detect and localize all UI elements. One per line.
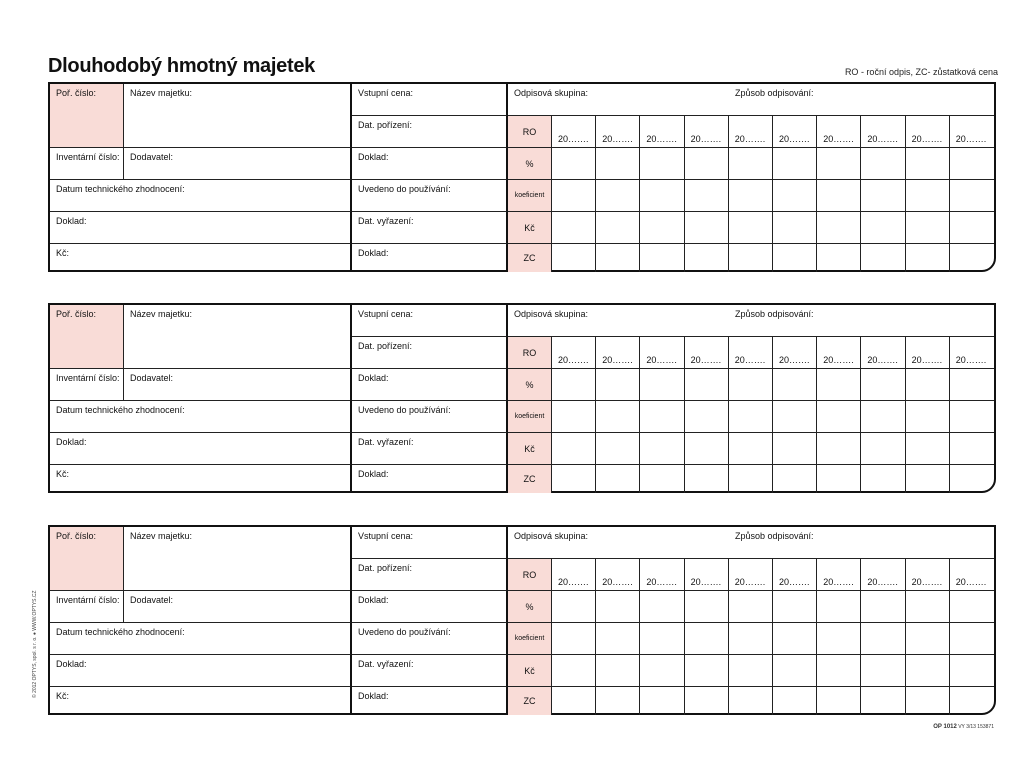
value-cell[interactable] xyxy=(861,591,905,623)
doklad-cell-3[interactable] xyxy=(352,244,508,272)
value-cell[interactable] xyxy=(596,401,640,433)
value-cell[interactable] xyxy=(861,180,905,212)
value-cell[interactable] xyxy=(596,212,640,244)
year-label: 20……. xyxy=(867,355,898,365)
value-cell[interactable] xyxy=(685,655,729,687)
nazev-label: Název majetku: xyxy=(130,88,193,98)
value-cell[interactable] xyxy=(685,623,729,655)
dat-porizeni-cell[interactable] xyxy=(352,559,508,591)
dodavatel-label: Dodavatel: xyxy=(130,595,174,605)
value-cell[interactable] xyxy=(817,623,861,655)
value-cell[interactable] xyxy=(552,655,596,687)
uvedeno-label: Uvedeno do používání: xyxy=(358,627,451,637)
uvedeno-cell[interactable] xyxy=(352,180,508,212)
value-cell[interactable] xyxy=(773,180,817,212)
year-label: 20……. xyxy=(867,134,898,144)
value-cell[interactable] xyxy=(596,244,640,272)
nazev-cell[interactable] xyxy=(124,84,352,148)
doklad-cell-3[interactable] xyxy=(352,465,508,493)
value-cell[interactable] xyxy=(950,401,994,433)
code-koeficient: koeficient xyxy=(508,623,552,655)
nazev-cell[interactable] xyxy=(124,305,352,369)
value-cell[interactable] xyxy=(685,591,729,623)
value-cell[interactable] xyxy=(640,687,684,715)
value-cell[interactable] xyxy=(773,623,817,655)
value-cell[interactable] xyxy=(552,180,596,212)
year-label: 20……. xyxy=(602,577,633,587)
inventarni-cell[interactable] xyxy=(50,148,124,180)
doklad-label: Doklad: xyxy=(358,373,389,383)
year-cell[interactable] xyxy=(773,559,817,591)
value-cell[interactable] xyxy=(817,591,861,623)
year-cell[interactable] xyxy=(906,337,950,369)
dodavatel-label: Dodavatel: xyxy=(130,373,174,383)
year-label: 20……. xyxy=(955,355,987,365)
dodavatel-cell[interactable] xyxy=(124,148,352,180)
value-cell[interactable] xyxy=(729,212,773,244)
value-cell[interactable] xyxy=(640,148,684,180)
dat-vyrazeni-label: Dat. vyřazení: xyxy=(358,437,414,447)
value-cell[interactable] xyxy=(552,623,596,655)
value-cell[interactable] xyxy=(950,369,994,401)
por-cislo-cell[interactable] xyxy=(50,84,124,148)
value-cell[interactable] xyxy=(906,401,950,433)
code-ro: RO xyxy=(508,116,552,148)
value-cell[interactable] xyxy=(817,180,861,212)
dat-vyrazeni-cell[interactable] xyxy=(352,212,508,244)
value-cell[interactable] xyxy=(552,433,596,465)
value-cell[interactable] xyxy=(950,591,994,623)
code-kc: Kč xyxy=(508,433,552,465)
code-zc: ZC xyxy=(508,687,552,715)
year-cell[interactable] xyxy=(861,337,905,369)
year-cell[interactable] xyxy=(640,116,684,148)
year-cell[interactable] xyxy=(861,559,905,591)
year-cell[interactable] xyxy=(552,337,596,369)
footer-code-extra: VY 3/13 153871 xyxy=(958,724,994,730)
value-cell[interactable] xyxy=(729,591,773,623)
code-ro: RO xyxy=(508,559,552,591)
year-cell[interactable] xyxy=(729,337,773,369)
value-cell[interactable] xyxy=(861,655,905,687)
year-cell[interactable] xyxy=(596,559,640,591)
value-cell[interactable] xyxy=(685,148,729,180)
doklad-cell-2[interactable] xyxy=(50,433,352,465)
value-cell[interactable] xyxy=(906,212,950,244)
year-label: 20……. xyxy=(823,134,854,144)
uvedeno-cell[interactable] xyxy=(352,401,508,433)
value-cell[interactable] xyxy=(950,244,994,272)
year-cell[interactable] xyxy=(773,337,817,369)
datum-tech-cell[interactable] xyxy=(50,623,352,655)
datum-tech-label: Datum technického zhodnocení: xyxy=(56,184,185,194)
value-cell[interactable] xyxy=(906,180,950,212)
value-cell[interactable] xyxy=(552,244,596,272)
vstupni-cell[interactable] xyxy=(352,527,508,559)
doklad-label: Doklad: xyxy=(56,216,87,226)
value-cell[interactable] xyxy=(729,244,773,272)
year-label: 20……. xyxy=(911,577,943,587)
vstupni-label: Vstupní cena: xyxy=(358,531,414,541)
value-cell[interactable] xyxy=(640,465,684,493)
value-cell[interactable] xyxy=(861,687,905,715)
page-title: Dlouhodobý hmotný majetek xyxy=(48,55,315,77)
year-label: 20……. xyxy=(646,134,677,144)
dat-vyrazeni-cell[interactable] xyxy=(352,433,508,465)
value-cell[interactable] xyxy=(640,212,684,244)
doklad-label: Doklad: xyxy=(358,691,389,701)
value-cell[interactable] xyxy=(817,465,861,493)
doklad-label: Doklad: xyxy=(358,152,389,162)
value-cell[interactable] xyxy=(729,401,773,433)
year-cell[interactable] xyxy=(729,116,773,148)
dat-porizeni-label: Dat. pořízení: xyxy=(358,563,413,573)
code-percent: % xyxy=(508,591,552,623)
inventarni-label: Inventární číslo: xyxy=(56,373,120,383)
value-cell[interactable] xyxy=(773,591,817,623)
value-cell[interactable] xyxy=(906,244,950,272)
code-kc: Kč xyxy=(508,655,552,687)
doklad-cell-1[interactable] xyxy=(352,369,508,401)
doklad-cell-2[interactable] xyxy=(50,655,352,687)
side-copyright: © 2012 OPTYS, spol. s r. o. ● WWW.OPTYS.CZ xyxy=(32,590,38,698)
value-cell[interactable] xyxy=(640,180,684,212)
value-cell[interactable] xyxy=(773,369,817,401)
value-cell[interactable] xyxy=(729,148,773,180)
value-cell[interactable] xyxy=(906,369,950,401)
code-percent: % xyxy=(508,369,552,401)
value-cell[interactable] xyxy=(773,465,817,493)
por-cislo-label: Poř. číslo: xyxy=(56,88,97,98)
uvedeno-label: Uvedeno do používání: xyxy=(358,405,451,415)
vstupni-cell[interactable] xyxy=(352,305,508,337)
value-cell[interactable] xyxy=(950,180,994,212)
doklad-label: Doklad: xyxy=(358,595,389,605)
vstupni-label: Vstupní cena: xyxy=(358,88,414,98)
por-cislo-cell[interactable] xyxy=(50,527,124,591)
value-cell[interactable] xyxy=(596,687,640,715)
value-cell[interactable] xyxy=(729,369,773,401)
value-cell[interactable] xyxy=(950,655,994,687)
value-cell[interactable] xyxy=(950,433,994,465)
dat-vyrazeni-label: Dat. vyřazení: xyxy=(358,216,414,226)
doklad-label: Doklad: xyxy=(358,469,389,479)
value-cell[interactable] xyxy=(596,148,640,180)
doklad-cell-2[interactable] xyxy=(50,212,352,244)
year-cell[interactable] xyxy=(950,559,994,591)
value-cell[interactable] xyxy=(773,212,817,244)
datum-tech-label: Datum technického zhodnocení: xyxy=(56,405,185,415)
vstupni-cell[interactable] xyxy=(352,84,508,116)
inventarni-label: Inventární číslo: xyxy=(56,152,120,162)
year-label: 20……. xyxy=(911,355,943,365)
value-cell[interactable] xyxy=(773,687,817,715)
odpisova-cell[interactable] xyxy=(508,84,994,116)
value-cell[interactable] xyxy=(817,401,861,433)
dat-porizeni-cell[interactable] xyxy=(352,116,508,148)
value-cell[interactable] xyxy=(906,623,950,655)
por-cislo-label: Poř. číslo: xyxy=(56,309,97,319)
nazev-cell[interactable] xyxy=(124,527,352,591)
kc-cell[interactable] xyxy=(50,244,352,272)
year-label: 20……. xyxy=(646,355,677,365)
value-cell[interactable] xyxy=(906,148,950,180)
odpisova-label: Odpisová skupina: xyxy=(514,88,589,98)
value-cell[interactable] xyxy=(685,180,729,212)
year-label: 20……. xyxy=(955,577,987,587)
inventarni-cell[interactable] xyxy=(50,369,124,401)
value-cell[interactable] xyxy=(552,591,596,623)
kc-label: Kč: xyxy=(56,691,70,701)
value-cell[interactable] xyxy=(861,623,905,655)
year-label: 20……. xyxy=(558,134,589,144)
dat-vyrazeni-cell[interactable] xyxy=(352,655,508,687)
value-cell[interactable] xyxy=(861,369,905,401)
value-cell[interactable] xyxy=(817,687,861,715)
value-cell[interactable] xyxy=(640,369,684,401)
year-cell[interactable] xyxy=(906,116,950,148)
value-cell[interactable] xyxy=(906,433,950,465)
footer-code xyxy=(933,724,994,730)
footer-code-main: OP 1012 xyxy=(933,724,957,730)
value-cell[interactable] xyxy=(729,180,773,212)
value-cell[interactable] xyxy=(861,148,905,180)
year-label: 20……. xyxy=(602,134,633,144)
value-cell[interactable] xyxy=(640,244,684,272)
value-cell[interactable] xyxy=(773,244,817,272)
dat-porizeni-label: Dat. pořízení: xyxy=(358,120,413,130)
datum-tech-cell[interactable] xyxy=(50,401,352,433)
value-cell[interactable] xyxy=(729,655,773,687)
value-cell[interactable] xyxy=(950,212,994,244)
year-label: 20……. xyxy=(558,577,589,587)
year-cell[interactable] xyxy=(640,337,684,369)
dodavatel-label: Dodavatel: xyxy=(130,152,174,162)
value-cell[interactable] xyxy=(817,244,861,272)
code-percent: % xyxy=(508,148,552,180)
value-cell[interactable] xyxy=(685,244,729,272)
value-cell[interactable] xyxy=(817,212,861,244)
value-cell[interactable] xyxy=(596,655,640,687)
year-label: 20……. xyxy=(779,134,810,144)
value-cell[interactable] xyxy=(552,401,596,433)
value-cell[interactable] xyxy=(861,401,905,433)
odpisova-label: Odpisová skupina: xyxy=(514,531,589,541)
year-label: 20……. xyxy=(867,577,898,587)
value-cell[interactable] xyxy=(552,465,596,493)
year-cell[interactable] xyxy=(685,559,729,591)
value-cell[interactable] xyxy=(729,623,773,655)
legend-note: RO - roční odpis, ZC- zůstatková cena xyxy=(844,67,998,77)
year-label: 20……. xyxy=(602,355,633,365)
value-cell[interactable] xyxy=(552,687,596,715)
value-cell[interactable] xyxy=(596,369,640,401)
value-cell[interactable] xyxy=(861,244,905,272)
kc-cell[interactable] xyxy=(50,465,352,493)
value-cell[interactable] xyxy=(596,433,640,465)
asset-card-1 xyxy=(48,82,996,272)
value-cell[interactable] xyxy=(773,433,817,465)
year-label: 20……. xyxy=(734,355,766,365)
nazev-label: Název majetku: xyxy=(130,531,193,541)
vstupni-label: Vstupní cena: xyxy=(358,309,414,319)
year-cell[interactable] xyxy=(773,116,817,148)
year-label: 20……. xyxy=(734,577,766,587)
value-cell[interactable] xyxy=(640,623,684,655)
year-cell[interactable] xyxy=(729,559,773,591)
doklad-cell-1[interactable] xyxy=(352,591,508,623)
value-cell[interactable] xyxy=(685,369,729,401)
value-cell[interactable] xyxy=(817,655,861,687)
value-cell[interactable] xyxy=(861,433,905,465)
year-cell[interactable] xyxy=(685,116,729,148)
year-cell[interactable] xyxy=(861,116,905,148)
value-cell[interactable] xyxy=(552,148,596,180)
odpisova-cell[interactable] xyxy=(508,527,994,559)
value-cell[interactable] xyxy=(817,433,861,465)
kc-cell[interactable] xyxy=(50,687,352,715)
value-cell[interactable] xyxy=(906,465,950,493)
value-cell[interactable] xyxy=(906,591,950,623)
por-cislo-cell[interactable] xyxy=(50,305,124,369)
year-cell[interactable] xyxy=(552,559,596,591)
zpusob-label: Způsob odpisování: xyxy=(735,309,814,319)
value-cell[interactable] xyxy=(773,401,817,433)
doklad-label: Doklad: xyxy=(56,659,87,669)
value-cell[interactable] xyxy=(906,655,950,687)
uvedeno-cell[interactable] xyxy=(352,623,508,655)
value-cell[interactable] xyxy=(596,465,640,493)
value-cell[interactable] xyxy=(773,148,817,180)
inventarni-label: Inventární číslo: xyxy=(56,595,120,605)
code-kc: Kč xyxy=(508,212,552,244)
year-label: 20……. xyxy=(646,577,677,587)
odpisova-cell[interactable] xyxy=(508,305,994,337)
code-zc: ZC xyxy=(508,465,552,493)
year-cell[interactable] xyxy=(950,337,994,369)
dodavatel-cell[interactable] xyxy=(124,591,352,623)
value-cell[interactable] xyxy=(950,687,994,715)
doklad-cell-1[interactable] xyxy=(352,148,508,180)
year-label: 20……. xyxy=(823,577,854,587)
value-cell[interactable] xyxy=(596,180,640,212)
code-ro: RO xyxy=(508,337,552,369)
value-cell[interactable] xyxy=(640,433,684,465)
doklad-cell-3[interactable] xyxy=(352,687,508,715)
year-label: 20……. xyxy=(690,577,722,587)
year-label: 20……. xyxy=(734,134,766,144)
value-cell[interactable] xyxy=(729,433,773,465)
inventarni-cell[interactable] xyxy=(50,591,124,623)
asset-card-2 xyxy=(48,303,996,493)
year-label: 20……. xyxy=(558,355,589,365)
year-label: 20……. xyxy=(779,355,810,365)
year-label: 20……. xyxy=(690,355,722,365)
dodavatel-cell[interactable] xyxy=(124,369,352,401)
value-cell[interactable] xyxy=(906,687,950,715)
value-cell[interactable] xyxy=(817,369,861,401)
value-cell[interactable] xyxy=(640,655,684,687)
value-cell[interactable] xyxy=(552,369,596,401)
year-cell[interactable] xyxy=(817,116,861,148)
year-cell[interactable] xyxy=(817,559,861,591)
year-cell[interactable] xyxy=(552,116,596,148)
code-koeficient: koeficient xyxy=(508,401,552,433)
year-label: 20……. xyxy=(911,134,943,144)
year-cell[interactable] xyxy=(685,337,729,369)
code-koeficient: koeficient xyxy=(508,180,552,212)
value-cell[interactable] xyxy=(950,148,994,180)
value-cell[interactable] xyxy=(861,212,905,244)
value-cell[interactable] xyxy=(596,591,640,623)
value-cell[interactable] xyxy=(685,212,729,244)
por-cislo-label: Poř. číslo: xyxy=(56,531,97,541)
asset-card-3 xyxy=(48,525,996,715)
value-cell[interactable] xyxy=(685,401,729,433)
value-cell[interactable] xyxy=(861,465,905,493)
value-cell[interactable] xyxy=(685,687,729,715)
year-cell[interactable] xyxy=(596,337,640,369)
dat-porizeni-label: Dat. pořízení: xyxy=(358,341,413,351)
value-cell[interactable] xyxy=(596,623,640,655)
kc-label: Kč: xyxy=(56,248,70,258)
doklad-label: Doklad: xyxy=(358,248,389,258)
year-label: 20……. xyxy=(823,355,854,365)
nazev-label: Název majetku: xyxy=(130,309,193,319)
year-cell[interactable] xyxy=(640,559,684,591)
value-cell[interactable] xyxy=(552,212,596,244)
zpusob-label: Způsob odpisování: xyxy=(735,531,814,541)
dat-porizeni-cell[interactable] xyxy=(352,337,508,369)
year-label: 20……. xyxy=(779,577,810,587)
zpusob-label: Způsob odpisování: xyxy=(735,88,814,98)
value-cell[interactable] xyxy=(950,623,994,655)
datum-tech-label: Datum technického zhodnocení: xyxy=(56,627,185,637)
year-cell[interactable] xyxy=(906,559,950,591)
doklad-label: Doklad: xyxy=(56,437,87,447)
value-cell[interactable] xyxy=(950,465,994,493)
code-zc: ZC xyxy=(508,244,552,272)
value-cell[interactable] xyxy=(773,655,817,687)
datum-tech-cell[interactable] xyxy=(50,180,352,212)
uvedeno-label: Uvedeno do používání: xyxy=(358,184,451,194)
value-cell[interactable] xyxy=(729,687,773,715)
value-cell[interactable] xyxy=(685,433,729,465)
value-cell[interactable] xyxy=(685,465,729,493)
year-label: 20……. xyxy=(955,134,987,144)
year-cell[interactable] xyxy=(817,337,861,369)
value-cell[interactable] xyxy=(640,401,684,433)
value-cell[interactable] xyxy=(729,465,773,493)
value-cell[interactable] xyxy=(817,148,861,180)
year-cell[interactable] xyxy=(596,116,640,148)
value-cell[interactable] xyxy=(640,591,684,623)
dat-vyrazeni-label: Dat. vyřazení: xyxy=(358,659,414,669)
year-label: 20……. xyxy=(690,134,722,144)
kc-label: Kč: xyxy=(56,469,70,479)
year-cell[interactable] xyxy=(950,116,994,148)
odpisova-label: Odpisová skupina: xyxy=(514,309,589,319)
